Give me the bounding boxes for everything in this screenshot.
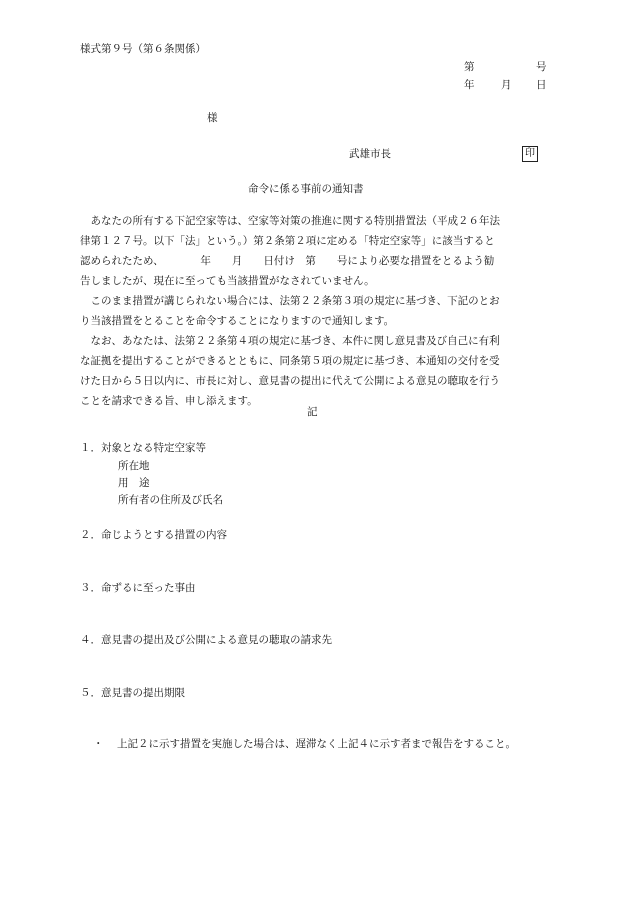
recipient-honorific: 様 <box>207 112 218 124</box>
note-text: 上記２に示す措置を実施した場合は、遅滞なく上記４に示す者まで報告をすること。 <box>117 738 516 750</box>
body-line: けた日から５日以内に、市長に対し、意見書の提出に代えて公開による意見の聴取を行う <box>80 375 500 387</box>
doc-number-prefix: 第 <box>464 61 475 73</box>
date-month: 月 <box>501 79 512 91</box>
item-1-owner-label: 所有者の住所及び氏名 <box>118 494 223 506</box>
item-5-heading: ５．意見書の提出期限 <box>80 687 185 699</box>
body-line: 告しましたが、現在に至っても当該措置がなされていません。 <box>80 275 375 287</box>
body-line: 認められたため、 年 月 日付け 第 号により必要な措置をとるよう勧 <box>80 255 495 267</box>
body-line: なお、あなたは、法第２２条第４項の規定に基づき、本件に関し意見書及び自己に有利 <box>80 335 500 347</box>
body-line: 律第１２７号。以下「法」という。）第２条第２項に定める「特定空家等」に該当すると <box>80 235 495 247</box>
sender-name: 武雄市長 <box>349 148 391 160</box>
body-line: ことを請求できる旨、申し添えます。 <box>80 395 258 407</box>
body-text <box>80 211 552 411</box>
item-1-use-label: 用 途 <box>118 477 150 489</box>
ki-heading: 記 <box>307 406 318 418</box>
body-line: な証拠を提出することができるとともに、同条第５項の規定に基づき、本通知の交付を受 <box>80 355 500 367</box>
date-day: 日 <box>536 79 547 91</box>
form-number: 様式第９号（第６条関係） <box>80 43 206 55</box>
body-line: あなたの所有する下記空家等は、空家等対策の推進に関する特別措置法（平成２６年法 <box>80 215 500 227</box>
doc-number-suffix: 号 <box>536 61 547 73</box>
body-line: このまま措置が講じられない場合には、法第２２条第３項の規定に基づき、下記のとお <box>80 295 500 307</box>
item-3-heading: ３．命ずるに至った事由 <box>80 582 196 594</box>
item-4-heading: ４．意見書の提出及び公開による意見の聴取の請求先 <box>80 634 332 646</box>
item-2-heading: ２．命じようとする措置の内容 <box>80 529 227 541</box>
item-1-location-label: 所在地 <box>118 460 150 472</box>
seal-stamp: 印 <box>522 146 538 162</box>
document-title: 命令に係る事前の通知書 <box>248 183 364 195</box>
item-1-heading: １．対象となる特定空家等 <box>80 442 206 454</box>
body-line: り当該措置をとることを命令することになりますので通知します。 <box>80 315 395 327</box>
date-year: 年 <box>464 79 475 91</box>
note-bullet: ・ <box>93 738 104 750</box>
